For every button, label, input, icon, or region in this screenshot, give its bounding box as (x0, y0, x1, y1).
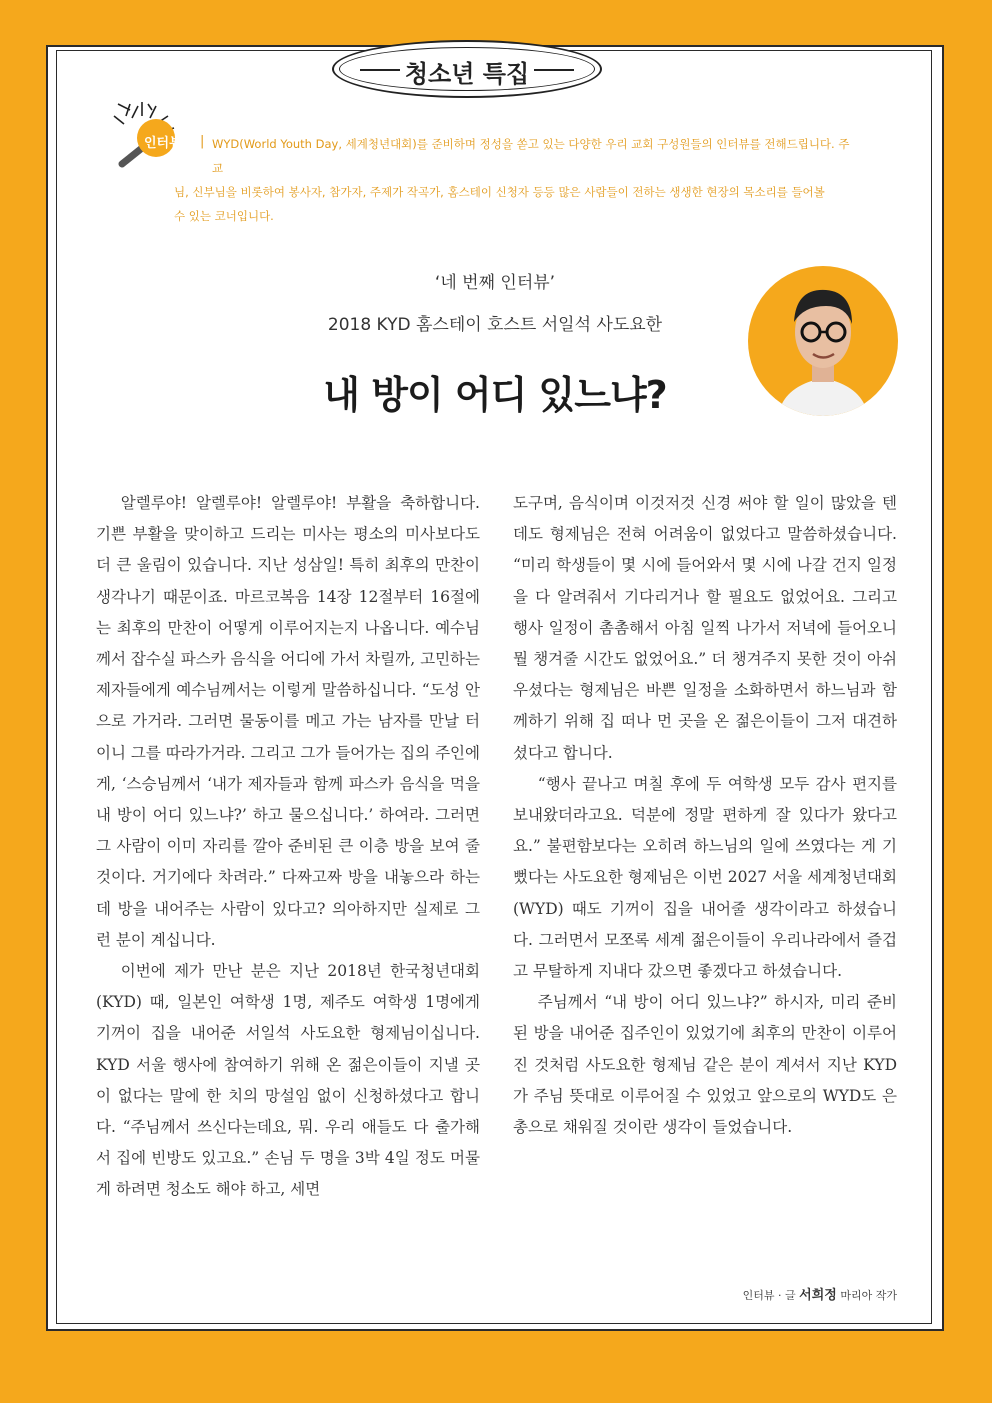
intro-line: 님, 신부님을 비롯하여 봉사자, 참가자, 주제가 작곡가, 홈스테이 신청자 등등 많은 사람들이 전하는 생생한 현장의 목소리를 들어볼 (174, 185, 825, 199)
article-paragraph: “행사 끝나고 며칠 후에 두 여학생 모두 감사 편지를 보내왔더라고요. 덕분에 정말 편하게 잘 있다가 왔다고요.” 불편함보다는 오히려 하느님의 일에 쓰였다는 게 기뻤다는 사도요한 형제님은 이번 2027 서울 세계청년대회(WYD) 때도 기꺼이 집을 내어줄 생각이라고 하셨습니다. 그러면서 모쪼록 세계 젊은이들이 우리나라에서 즐겁고 무탈하게 지내다 갔으면 좋겠다고 하셨습니다. (513, 774, 897, 981)
author-credit (743, 1284, 897, 1303)
article-paragraph: 알렐루야! 알렐루야! 알렐루야! 부활을 축하합니다. 기쁜 부활을 맞이하고 드리는 미사는 평소의 미사보다도 더 큰 울림이 있습니다. 지난 성삼일! 특히 최후의 만찬이 생각나기 때문이죠. 마르코복음 14장 12절부터 16절에는 최후의 만찬이 어떻게 이루어지는지 나옵니다. 예수님께서 잡수실 파스카 음식을 어디에 가서 차릴까, 고민하는 제자들에게 예수님께서는 이렇게 말씀하십니다. “도성 안으로 가거라. 그러면 물동이를 메고 가는 남자를 만날 터이니 그를 따라가거라. 그리고 그가 들어가는 집의 주인에게, ‘스승님께서 ‘내가 제자들과 함께 파스카 음식을 먹을 내 방이 어디 있느냐?’ 하고 물으십니다.’ 하여라. 그러면 그 사람이 이미 자리를 깔아 준비된 큰 이층 방을 보여 줄 것이다. 거기에다 차려라.” 다짜고짜 방을 내놓으라 하는데 방을 내어주는 사람이 있다고? 의아하지만 실제로 그런 분이 계십니다. (96, 494, 480, 949)
article-paragraph: 주님께서 “내 방이 어디 있느냐?” 하시자, 미리 준비된 방을 내어준 집주인이 있었기에 최후의 만찬이 이루어진 것처럼 사도요한 형제님 같은 분이 계셔서 지난 KYD가 주님 뜻대로 이루어질 수 있었고 앞으로의 WYD도 은총으로 채워질 것이란 생각이 들었습니다. (513, 993, 898, 1137)
intro-line: WYD(World Youth Day, 세계청년대회)를 준비하며 정성을 쏟고 있는 다양한 우리 교회 구성원들의 인터뷰를 전해드립니다. 주교 (212, 137, 850, 175)
banner-rule-right (534, 69, 574, 71)
interview-number: ‘네 번째 인터뷰’ (434, 273, 556, 293)
intro-separator: | (200, 134, 205, 149)
article-headline: 내 방이 어디 있느냐? (323, 373, 667, 417)
credit-suffix: 마리아 작가 (840, 1289, 897, 1302)
interviewee-portrait (748, 266, 898, 416)
credit-name: 서희정 (799, 1288, 837, 1303)
intro-line: 수 있는 코너입니다. (174, 209, 274, 223)
article-column-right (513, 488, 897, 1143)
interviewee-subtitle: 2018 KYD 홈스테이 호스트 서일석 사도요한 (327, 315, 663, 335)
credit-prefix: 인터뷰 · 글 (742, 1289, 796, 1302)
article-paragraph: 도구며, 음식이며 이것저것 신경 써야 할 일이 많았을 텐데도 형제님은 전혀 어려움이 없었다고 말씀하셨습니다. “미리 학생들이 몇 시에 들어와서 몇 시에 나갈 건지 일정을 다 알려줘서 기다리거나 할 필요도 없었어요. 그리고 행사 일정이 촘촘해서 아침 일찍 나가서 저녁에 들어오니 뭘 챙겨줄 시간도 없었어요.” 더 챙겨주지 못한 것이 아쉬우셨다는 형제님은 바쁜 일정을 소화하면서 하느님과 함께하기 위해 집 떠나 먼 곳을 온 젊은이들이 그저 대견하셨다고 합니다. (513, 494, 897, 762)
section-banner (332, 40, 602, 98)
intro-description (174, 132, 852, 228)
interview-badge: 인터뷰 (144, 136, 182, 151)
article-paragraph: 이번에 제가 만난 분은 지난 2018년 한국청년대회(KYD) 때, 일본인 여학생 1명, 제주도 여학생 1명에게 기꺼이 집을 내어준 서일석 사도요한 형제님이십니다. KYD 서울 행사에 참여하기 위해 온 젊은이들이 지낼 곳이 없다는 말에 한 치의 망설임 없이 신청하셨다고 합니다. “주님께서 쓰신다는데요, 뭐. 우리 애들도 다 출가해서 집에 빈방도 있고요.” 손님 두 명을 3박 4일 정도 머물게 하려면 청소도 해야 하고, 세면 (96, 962, 480, 1199)
banner-title: 청소년 특집 (404, 60, 530, 88)
article-column-left (96, 488, 480, 1206)
